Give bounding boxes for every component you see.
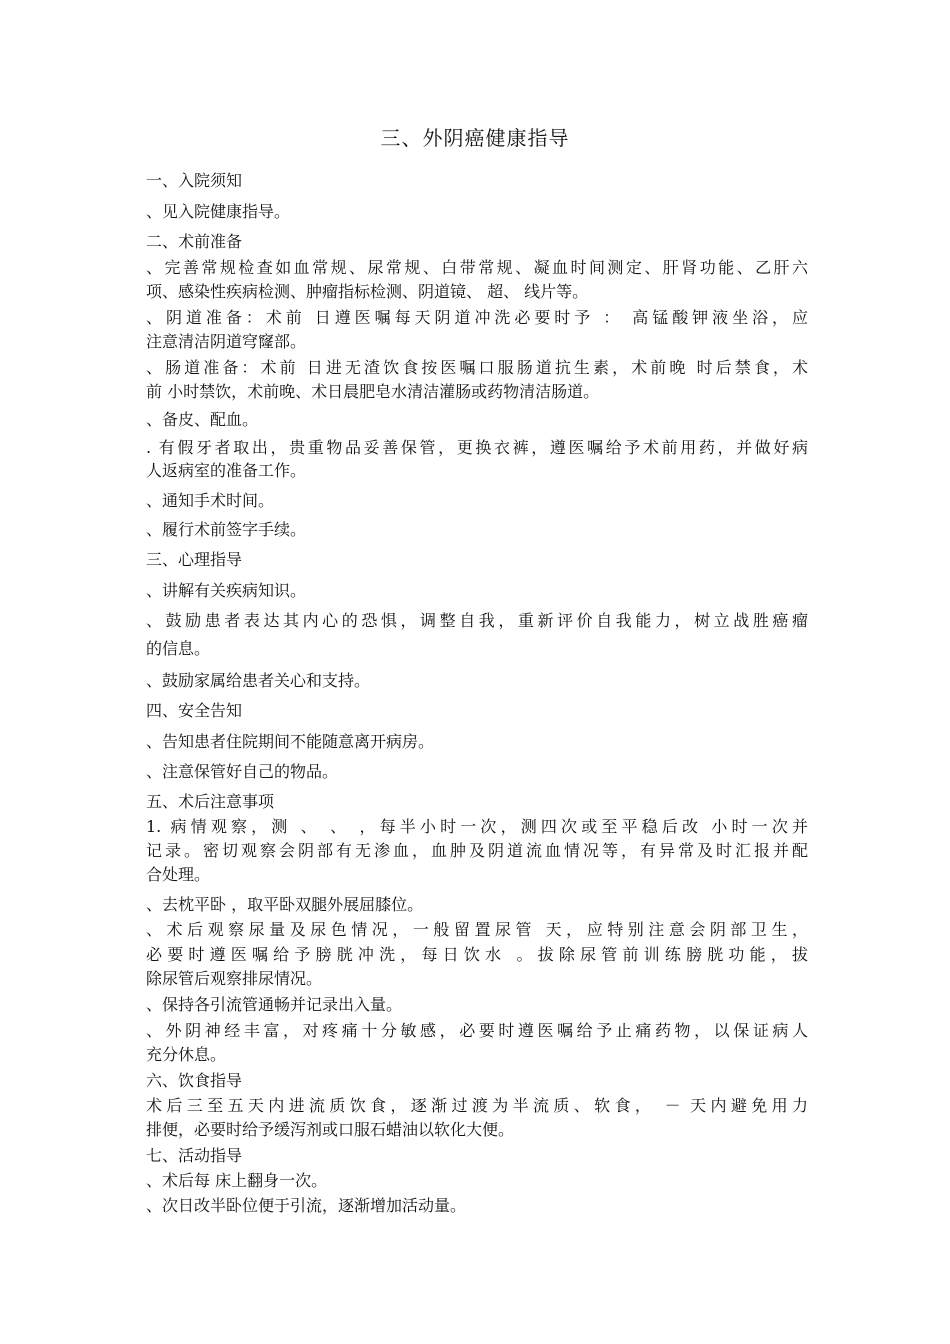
section-heading-psychology: 三、心理指导 [146,550,243,569]
section-heading-diet: 六、饮食指导 [146,1071,243,1090]
activity-item-1: 、术后每 床上翻身一次。 [146,1171,328,1190]
preop-item-3-line-b: 前 小时禁饮，术前晚、术日晨肥皂水清洁灌肠或药物清洁肠道。 [146,382,600,401]
safety-item-2: 、注意保管好自己的物品。 [146,762,339,781]
section-heading-safety: 四、安全告知 [146,701,243,720]
psychology-item-1: 、讲解有关疾病知识。 [146,581,307,600]
section-heading-preop: 二、术前准备 [146,232,243,251]
section-heading-admission: 一、入院须知 [146,171,243,190]
postop-item-2: 、去枕平卧 ，取平卧双腿外展屈膝位。 [146,895,424,914]
activity-item-2: 、次日改半卧位便于引流，逐渐增加活动量。 [146,1196,467,1215]
preop-item-2-line-a: 、阴道准备：术前 日遵医嘱每天阴道冲洗必要时予 ： 高锰酸钾液坐浴，应 [146,308,808,327]
preop-item-7: 、履行术前签字手续。 [146,520,307,539]
preop-item-1-line-a: 、完善常规检查如血常规、尿常规、白带常规、凝血时间测定、肝肾功能、乙肝六 [146,258,808,277]
postop-item-5-line-b: 充分休息。 [146,1045,227,1064]
preop-item-4: 、备皮、配血。 [146,410,259,429]
psychology-item-2-line-a: 、鼓励患者表达其内心的恐惧，调整自我，重新评价自我能力，树立战胜癌瘤 [146,611,808,630]
postop-item-1-line-c: 合处理。 [146,865,211,884]
preop-item-5-line-a: . 有假牙者取出，贵重物品妥善保管，更换衣裤，遵医嘱给予术前用药，并做好病 [146,438,808,457]
admission-item-1: 、见入院健康指导。 [146,202,291,221]
document-title: 三、外阴癌健康指导 [380,126,570,150]
postop-item-1-line-b: 记录。密切观察会阴部有无渗血，血肿及阴道流血情况等，有异常及时汇报并配 [146,841,808,860]
preop-item-1-line-b: 项、感染性疾病检测、肿瘤指标检测、阴道镜、 超、 线片等。 [146,282,589,301]
psychology-item-3: 、鼓励家属给患者关心和支持。 [146,671,371,690]
preop-item-6: 、通知手术时间。 [146,491,275,510]
diet-text-line-b: 排便，必要时给予缓泻剂或口服石蜡油以软化大便。 [146,1120,515,1139]
safety-item-1: 、告知患者住院期间不能随意离开病房。 [146,732,435,751]
diet-text-line-a: 术后三至五天内进流质饮食，逐渐过渡为半流质、软食， － 天内避免用力 [146,1096,808,1115]
postop-item-3-line-a: 、术后观察尿量及尿色情况，一般留置尿管 天，应特别注意会阴部卫生， [146,920,808,939]
postop-item-5-line-a: 、外阴神经丰富，对疼痛十分敏感，必要时遵医嘱给予止痛药物，以保证病人 [146,1021,808,1040]
postop-item-3-line-c: 除尿管后观察排尿情况。 [146,969,323,988]
section-heading-activity: 七、活动指导 [146,1146,243,1165]
preop-item-2-line-b: 注意清洁阴道穹窿部。 [146,332,307,351]
postop-item-3-line-b: 必要时遵医嘱给予膀胱冲洗，每日饮水 。拔除尿管前训练膀胱功能，拔 [146,945,808,964]
section-heading-postop: 五、术后注意事项 [146,792,275,811]
postop-item-4: 、保持各引流管通畅并记录出入量。 [146,995,403,1014]
preop-item-3-line-a: 、肠道准备：术前 日进无渣饮食按医嘱口服肠道抗生素，术前晚 时后禁食，术 [146,358,808,377]
postop-item-1-line-a: 1. 病情观察，测 、 、 ，每半小时一次，测四次或至平稳后改 小时一次并 [146,817,808,836]
preop-item-5-line-b: 人返病室的准备工作。 [146,461,307,480]
psychology-item-2-line-b: 的信息。 [146,639,211,658]
